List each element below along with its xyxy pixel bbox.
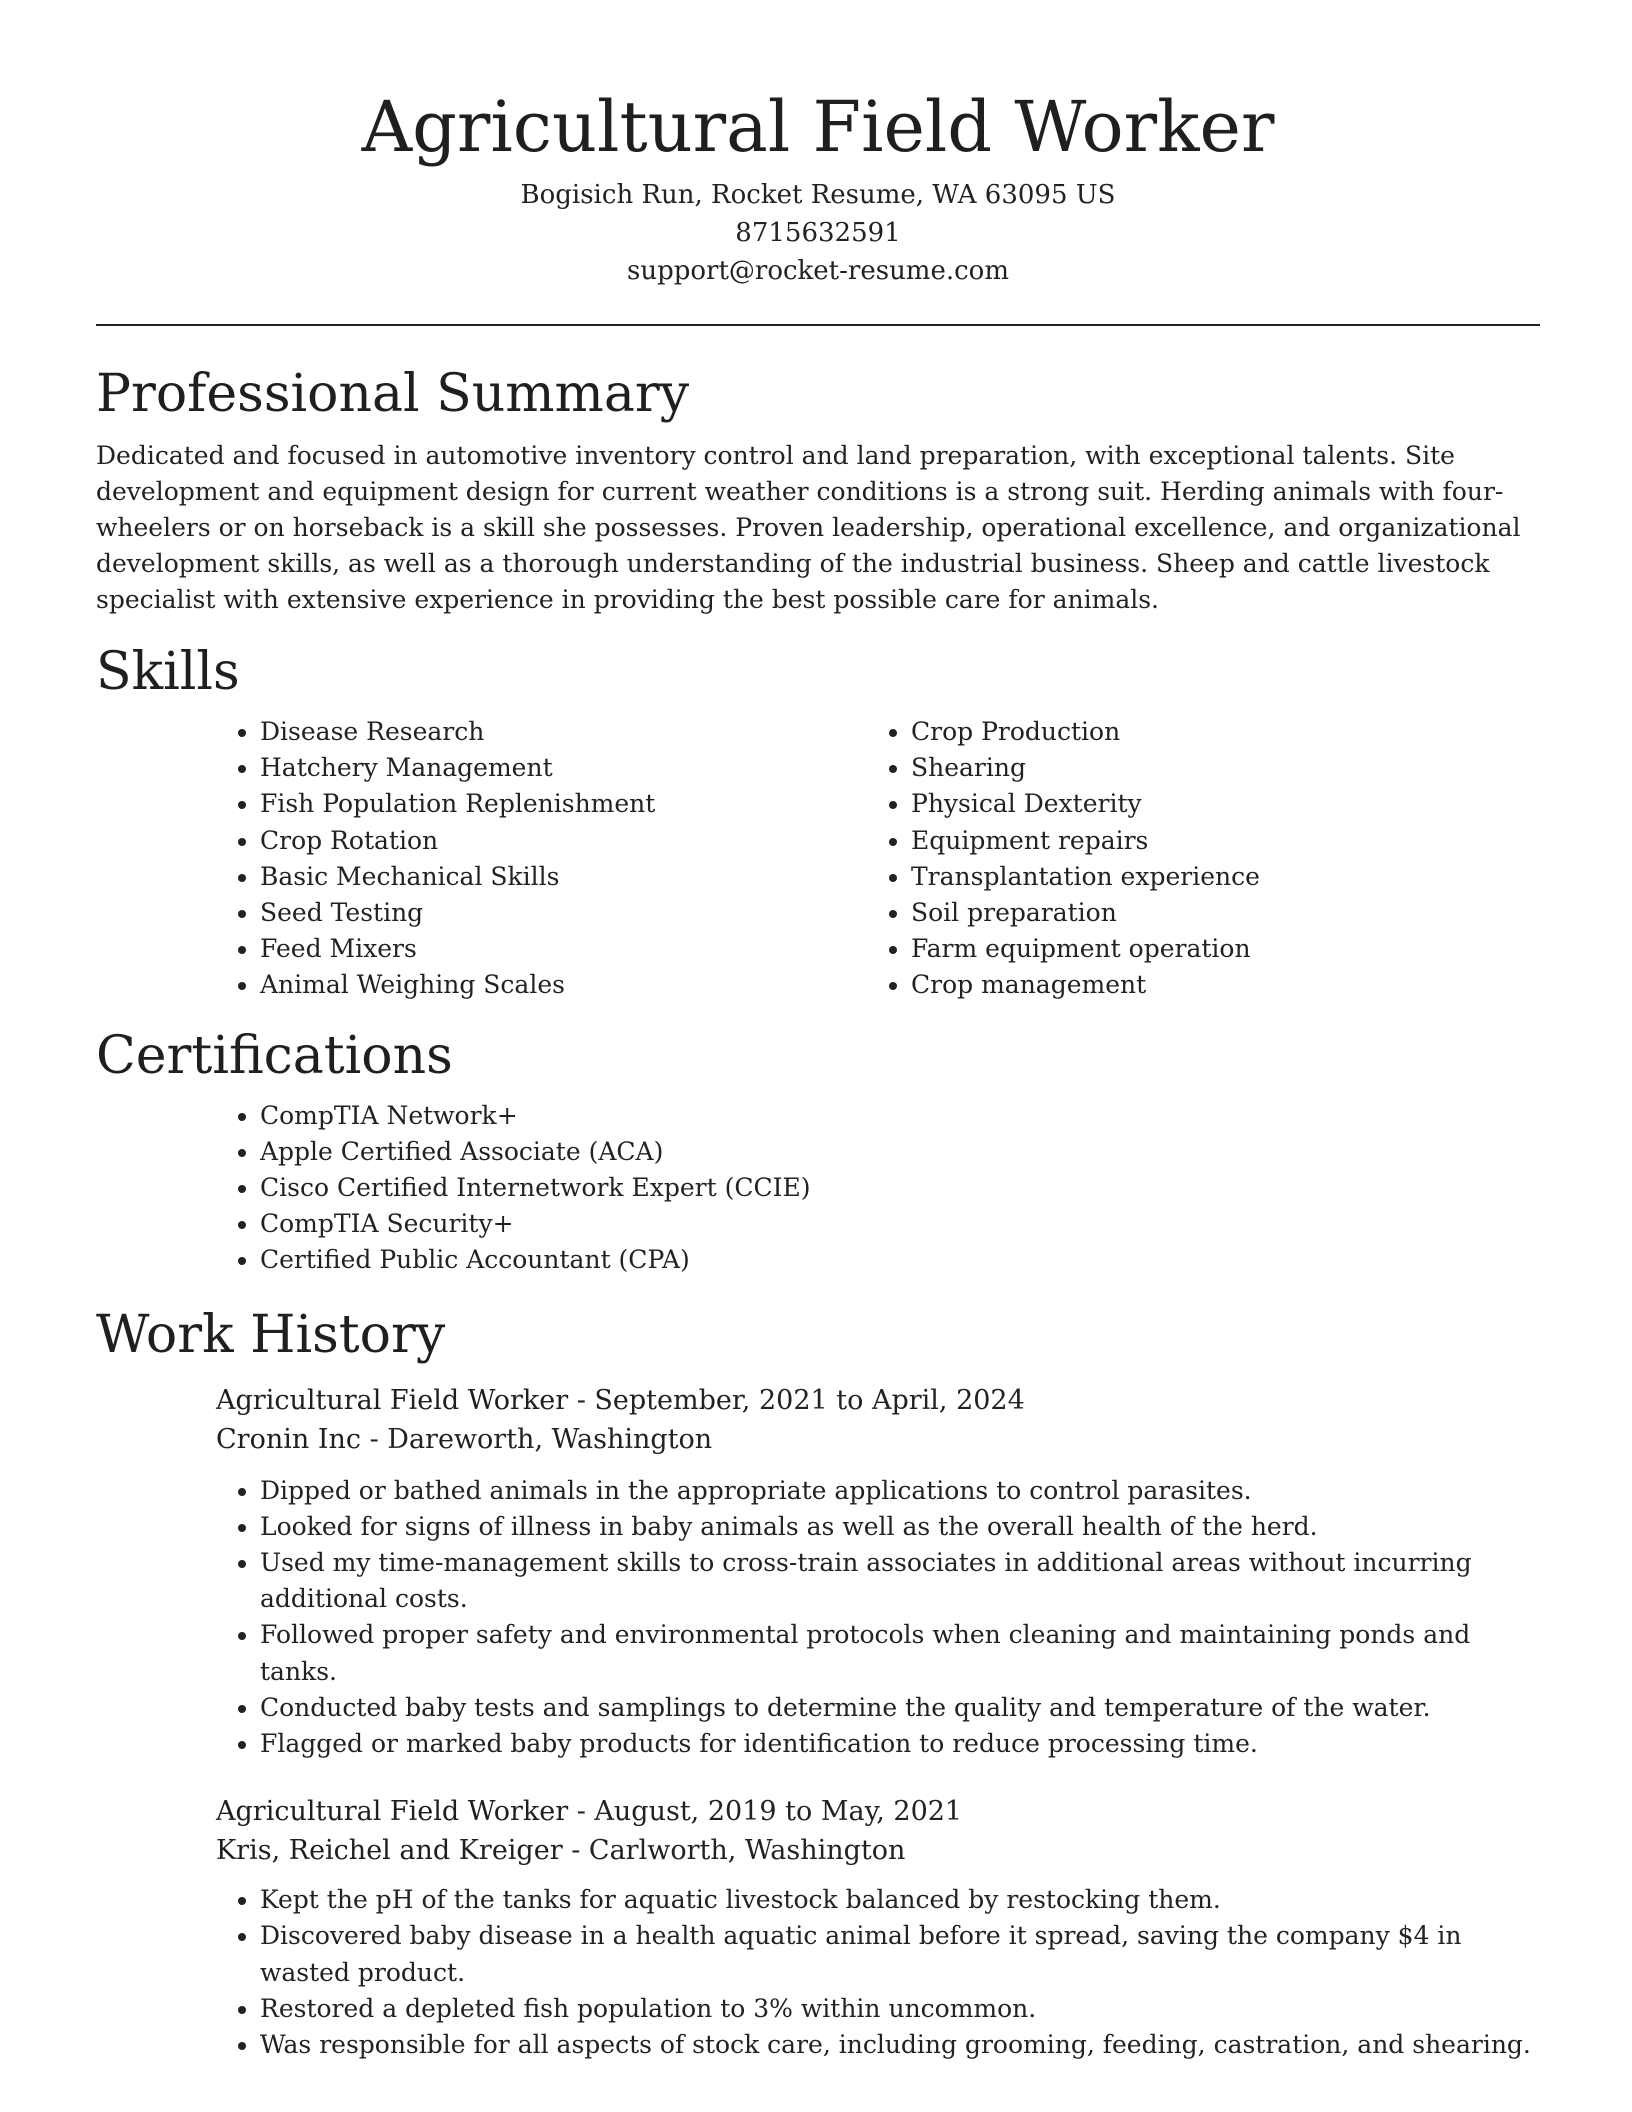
skill-item: • Fish Population Replenishment <box>260 786 867 822</box>
skills-list <box>216 714 1540 1004</box>
job-location: Dareworth, Washington <box>387 1423 713 1455</box>
company-line: Cronin Inc - Dareworth, Washington <box>216 1423 713 1455</box>
contact-info <box>96 176 1540 290</box>
certifications-heading: Certifications <box>96 1025 453 1086</box>
header-divider <box>96 324 1540 326</box>
summary-section <box>96 362 1540 618</box>
work-history-heading: Work History <box>96 1304 446 1365</box>
certification-item: • Apple Certified Associate (ACA) <box>260 1134 1540 1170</box>
job-duty: • Looked for signs of illness in baby animals as well as the overall health of the herd. <box>260 1509 1540 1545</box>
job-duty: • Was responsible for all aspects of stock care, including grooming, feeding, castration, and shearing. <box>260 2027 1540 2063</box>
skill-item: • Disease Research <box>260 714 867 750</box>
skill-item: • Equipment repairs <box>911 823 1518 859</box>
job-dates: September, 2021 to April, 2024 <box>594 1384 1025 1416</box>
certifications-list <box>216 1098 1540 1279</box>
job-duty: • Conducted baby tests and samplings to determine the quality and temperature of the water. <box>260 1690 1540 1726</box>
certifications-section <box>96 1024 1540 1279</box>
address: Bogisich Run, Rocket Resume, WA 63095 US <box>520 180 1116 210</box>
job-title-line: Agricultural Field Worker - September, 2021 to April, 2024 <box>216 1384 1025 1416</box>
candidate-name: Agricultural Field Worker <box>361 86 1275 168</box>
job-duty: • Kept the pH of the tanks for aquatic livestock balanced by restocking them. <box>260 1882 1540 1918</box>
skills-column-right <box>867 714 1518 1004</box>
skill-item: • Crop Production <box>911 714 1518 750</box>
certification-item: • Certified Public Accountant (CPA) <box>260 1242 1540 1278</box>
job-title: Agricultural Field Worker <box>216 1796 569 1828</box>
job-duties <box>216 1882 1540 2063</box>
company-name: Cronin Inc <box>216 1423 361 1455</box>
job-duty: • Dipped or bathed animals in the appropriate applications to control parasites. <box>260 1473 1540 1509</box>
skill-item: • Crop management <box>911 967 1518 1003</box>
skill-item: • Basic Mechanical Skills <box>260 859 867 895</box>
company-name: Kris, Reichel and Kreiger <box>216 1835 563 1867</box>
job-duties <box>216 1473 1540 1763</box>
certification-item: • Cisco Certified Internetwork Expert (CCIE) <box>260 1170 1540 1206</box>
summary-heading: Professional Summary <box>96 364 690 424</box>
job-dates: August, 2019 to May, 2021 <box>594 1796 963 1828</box>
skill-item: • Feed Mixers <box>260 931 867 967</box>
skill-item: • Physical Dexterity <box>911 786 1518 822</box>
job-title-line: Agricultural Field Worker - August, 2019 to May, 2021 <box>216 1796 963 1828</box>
job-duty: • Flagged or marked baby products for identification to reduce processing time. <box>260 1726 1540 1762</box>
job-duty: • Restored a depleted fish population to 3% within uncommon. <box>260 1991 1540 2027</box>
job-entry <box>216 1792 1540 2063</box>
resume-header <box>96 0 1540 290</box>
skill-item: • Hatchery Management <box>260 750 867 786</box>
skills-column-left <box>216 714 867 1004</box>
job-duty: • Discovered baby disease in a health aquatic animal before it spread, saving the company $4 in wasted product. <box>260 1918 1540 1990</box>
skill-item: • Farm equipment operation <box>911 931 1518 967</box>
skills-section <box>96 640 1540 1004</box>
skill-item: • Soil preparation <box>911 895 1518 931</box>
summary-text: Dedicated and focused in automotive inventory control and land preparation, with exceptional talents. Site development and equipment design for current weather conditions is a strong suit. Herding animals with four-wheelers or on horseback is a skill she possesses. Proven leadership, operational excellence, and organizational development skills, as well as a thorough understanding of the industrial business. Sheep and cattle livestock specialist with extensive experience in providing the best possible care for animals. <box>96 441 1521 614</box>
certification-item: • CompTIA Security+ <box>260 1206 1540 1242</box>
skill-item: • Animal Weighing Scales <box>260 967 867 1003</box>
skill-item: • Crop Rotation <box>260 823 867 859</box>
job-duty: • Used my time-management skills to cross-train associates in additional areas without incurring additional costs. <box>260 1545 1540 1617</box>
skill-item: • Shearing <box>911 750 1518 786</box>
resume-page <box>96 0 1540 2063</box>
job-entry <box>216 1381 1540 1763</box>
work-history-section <box>96 1303 1540 2064</box>
phone-number: 8715632591 <box>735 218 901 248</box>
email-address: support@rocket-resume.com <box>626 256 1009 286</box>
certification-item: • CompTIA Network+ <box>260 1098 1540 1134</box>
company-line: Kris, Reichel and Kreiger - Carlworth, Washington <box>216 1835 906 1867</box>
job-duty: • Followed proper safety and environmental protocols when cleaning and maintaining ponds and tanks. <box>260 1617 1540 1689</box>
skill-item: • Transplantation experience <box>911 859 1518 895</box>
job-title: Agricultural Field Worker <box>216 1384 569 1416</box>
skills-heading: Skills <box>96 642 240 702</box>
skill-item: • Seed Testing <box>260 895 867 931</box>
job-location: Carlworth, Washington <box>588 1835 906 1867</box>
